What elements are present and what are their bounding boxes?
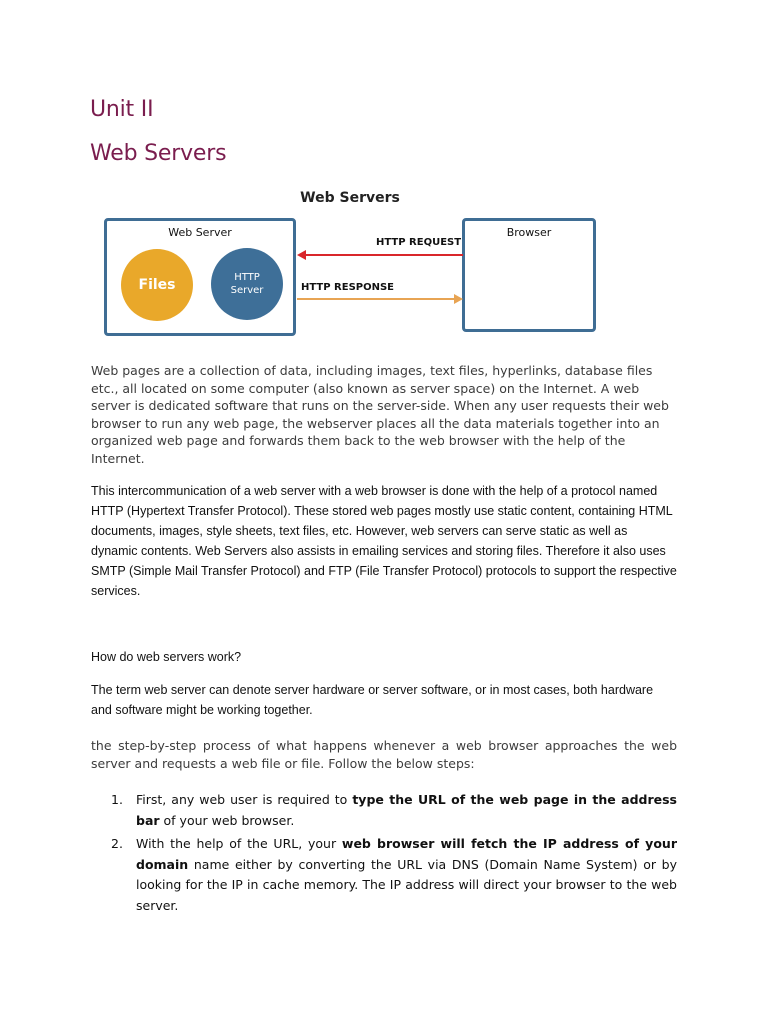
how-servers-work-question: How do web servers work? — [91, 650, 242, 664]
steps-list — [91, 790, 677, 919]
intro-paragraph: Web pages are a collection of data, including images, text files, hyperlinks, database files etc., all located on some computer (also known as server space) on the Internet. A web server is dedicated software that runs on the server-side. When any user requests their web browser to run any web page, the webserver places all the data materials together into an organized web page and forwards them back to the web browser with the help of the Internet. — [91, 363, 669, 466]
unit-title: Unit II — [90, 97, 154, 122]
list-item — [91, 790, 677, 831]
http-response-label: HTTP RESPONSE — [301, 282, 395, 293]
step-text-bold: type the URL of the web page in the address bar — [136, 792, 677, 828]
http-request-label: HTTP REQUEST — [376, 237, 462, 248]
step-text-after: of your web browser. — [159, 812, 295, 828]
diagram-arrows — [100, 186, 600, 342]
http-server-label-line1: HTTP — [234, 272, 260, 283]
response-arrowhead — [454, 294, 463, 304]
hardware-software-paragraph: The term web server can denote server hardware or server software, or in most cases, both hardware and software might be working together. — [91, 683, 654, 717]
web-server-diagram — [100, 186, 600, 342]
step-number: 1. — [111, 792, 123, 807]
http-server-label-line2: Server — [230, 285, 264, 296]
request-arrowhead — [297, 250, 306, 260]
web-server-label: Web Server — [168, 226, 232, 239]
step-text-bold: web browser will fetch the IP address of your domain — [136, 836, 677, 872]
protocol-paragraph: This intercommunication of a web server with a web browser is done with the help of a protocol named HTTP (Hypertext Transfer Protocol). These stored web pages mostly use static content, containing HTML documents, images, style sheets, text files, etc. However, web servers can serve static as well as dynamic contents. Web Servers also assists in emailing services and storing files. Therefore it also uses SMTP (Simple Mail Transfer Protocol) and FTP (File Transfer Protocol) protocols to support the respective services. — [91, 484, 677, 598]
steps-intro-paragraph: the step-by-step process of what happens whenever a web browser approaches the web server and requests a web file or file. Follow the below steps: — [91, 738, 677, 771]
browser-label: Browser — [506, 226, 552, 239]
diagram-title: Web Servers — [300, 190, 400, 206]
list-item — [91, 834, 677, 916]
step-number: 2. — [111, 836, 123, 851]
step-text-before: With the help of the URL, your — [136, 836, 342, 851]
step-text-before: First, any web user is required to — [136, 792, 353, 807]
section-title: Web Servers — [90, 141, 227, 166]
files-label: Files — [138, 277, 176, 293]
step-text-after: name either by converting the URL via DNS (Domain Name System) or by looking for the IP in cache memory. The IP address will direct your browser to the web server. — [136, 856, 677, 913]
